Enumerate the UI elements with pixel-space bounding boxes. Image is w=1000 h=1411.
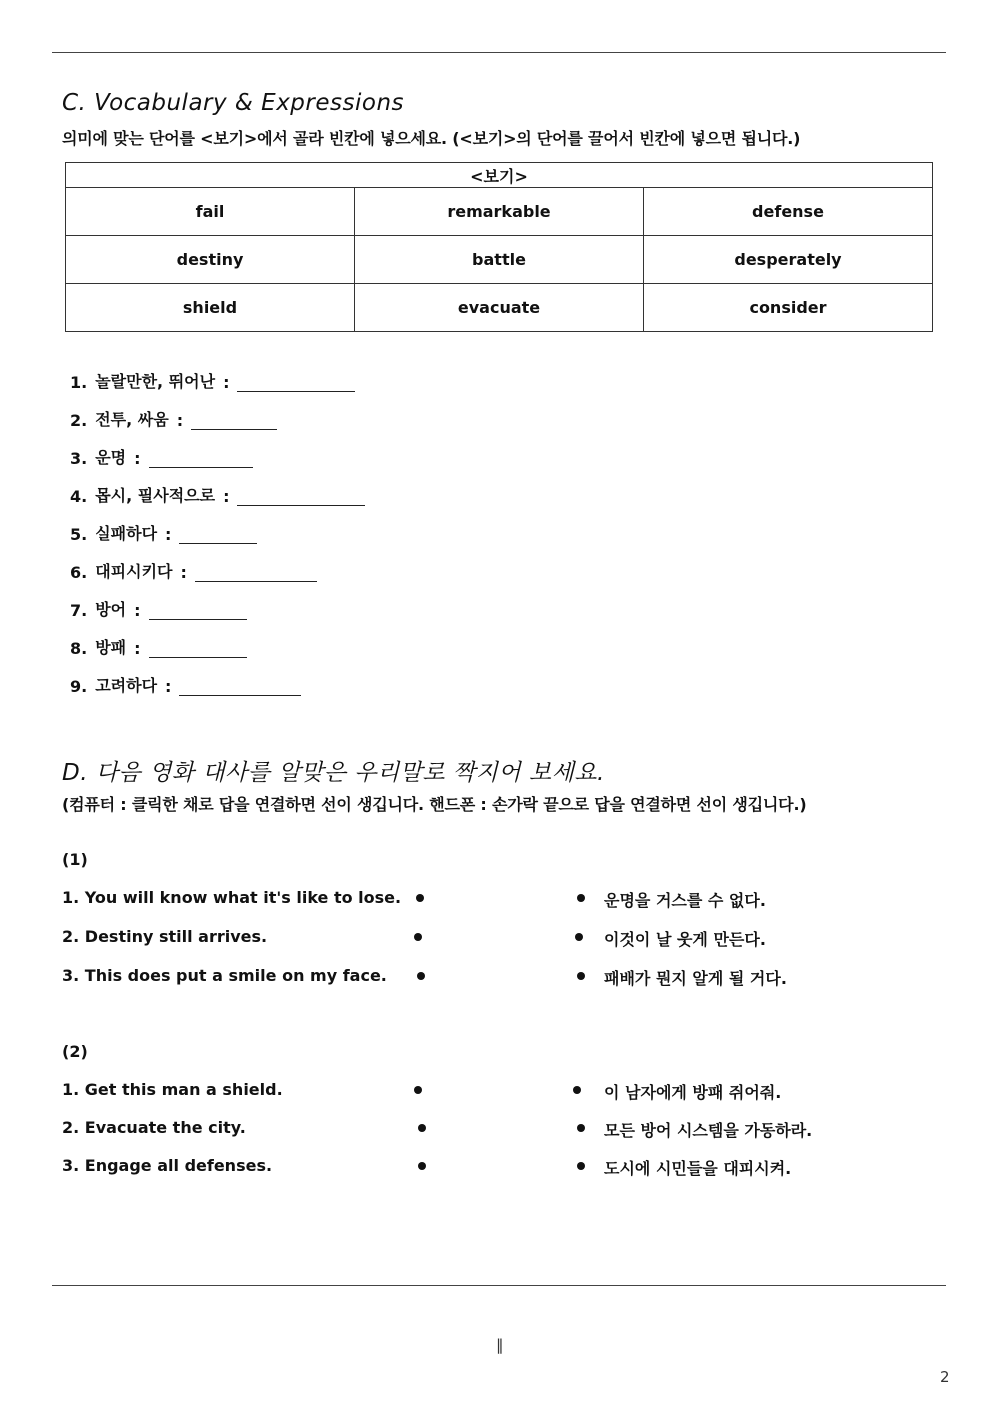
match-right-dot[interactable] [577, 1124, 585, 1132]
vocab-answer-blank[interactable] [191, 411, 277, 430]
vocab-item-meaning: 몹시, 필사적으로 [95, 486, 216, 505]
match-right-dot[interactable] [573, 1086, 581, 1094]
match-english-line: 2. Evacuate the city. [62, 1118, 246, 1137]
vocab-answer-blank[interactable] [237, 373, 355, 392]
vocab-item-colon: : [134, 639, 141, 658]
match-row [62, 1118, 942, 1142]
match-korean-line: 이것이 날 웃게 만든다. [604, 930, 766, 949]
match-korean-line: 도시에 시민들을 대피시켜. [604, 1159, 792, 1178]
match-korean-line: 이 남자에게 방패 쥐어줘. [604, 1083, 782, 1102]
word-bank-header: <보기> [66, 163, 933, 188]
word-bank-word[interactable]: defense [644, 188, 933, 236]
vocab-item [70, 672, 301, 696]
vocab-item-meaning: 방패 [95, 638, 127, 657]
vocab-answer-blank[interactable] [179, 525, 257, 544]
vocab-item-colon: : [134, 449, 141, 468]
vocab-answer-blank[interactable] [179, 677, 301, 696]
vocab-item-number: 9. [70, 677, 88, 696]
match-right-dot[interactable] [577, 972, 585, 980]
vocab-item-meaning: 놀랄만한, 뛰어난 [95, 372, 216, 391]
vocab-item-number: 1. [70, 373, 88, 392]
match-group-label: (1) [62, 850, 88, 869]
vocab-answer-blank[interactable] [149, 449, 253, 468]
vocab-item-meaning: 실패하다 [95, 524, 158, 543]
vocab-item-number: 4. [70, 487, 88, 506]
match-row [62, 888, 942, 912]
match-left-dot[interactable] [417, 972, 425, 980]
vocab-item [70, 596, 247, 620]
vocab-item [70, 368, 355, 392]
vocab-item [70, 634, 247, 658]
section-c-instruction: 의미에 맞는 단어를 <보기>에서 골라 빈칸에 넣으세요. (<보기>의 단어를 끌어서 빈칸에 넣으면 됩니다.) [62, 129, 801, 148]
top-divider [52, 52, 946, 53]
match-right-dot[interactable] [577, 894, 585, 902]
vocab-answer-blank[interactable] [195, 563, 317, 582]
vocab-item-colon: : [176, 411, 184, 430]
footer-mark: ‖ [496, 1336, 504, 1354]
vocab-item-colon: : [165, 677, 172, 696]
vocab-item [70, 558, 317, 582]
vocab-item-number: 6. [70, 563, 88, 582]
match-korean-line: 운명을 거스를 수 없다. [604, 891, 766, 910]
word-bank-word[interactable]: desperately [644, 236, 933, 284]
match-korean-line: 모든 방어 시스템을 가동하라. [604, 1121, 813, 1140]
vocab-item-meaning: 전투, 싸움 [95, 410, 169, 429]
match-row [62, 966, 942, 990]
match-korean-line: 패배가 뭔지 알게 될 거다. [604, 969, 787, 988]
word-bank-word[interactable]: evacuate [355, 284, 644, 332]
word-bank-word[interactable]: remarkable [355, 188, 644, 236]
section-d-instruction: (컴퓨터 : 클릭한 채로 답을 연결하면 선이 생깁니다. 핸드폰 : 손가락 끝으로 답을 연결하면 선이 생깁니다.) [62, 795, 807, 814]
vocab-answer-blank[interactable] [149, 639, 247, 658]
vocab-item-number: 3. [70, 449, 88, 468]
vocab-item-meaning: 운명 [95, 448, 127, 467]
match-english-line: 1. Get this man a shield. [62, 1080, 283, 1099]
match-left-dot[interactable] [418, 1124, 426, 1132]
vocab-item-number: 8. [70, 639, 88, 658]
vocab-item-colon: : [223, 373, 230, 392]
word-bank-table [65, 162, 933, 332]
match-english-line: 3. Engage all defenses. [62, 1156, 273, 1175]
match-row [62, 927, 942, 951]
match-english-line: 2. Destiny still arrives. [62, 927, 268, 946]
vocab-item-colon: : [180, 563, 187, 582]
vocab-item-colon: : [134, 601, 141, 620]
match-english-line: 1. You will know what it's like to lose. [62, 888, 402, 907]
word-bank-word[interactable]: destiny [66, 236, 355, 284]
bottom-divider [52, 1285, 946, 1286]
match-left-dot[interactable] [414, 933, 422, 941]
match-right-dot[interactable] [575, 933, 583, 941]
vocab-item-meaning: 방어 [95, 600, 127, 619]
vocab-item-number: 5. [70, 525, 88, 544]
vocab-item-colon: : [223, 487, 230, 506]
match-english-line: 3. This does put a smile on my face. [62, 966, 387, 985]
section-c-title: C. Vocabulary & Expressions [62, 90, 405, 116]
match-group-label: (2) [62, 1042, 88, 1061]
match-row [62, 1156, 942, 1180]
word-bank-word[interactable]: fail [66, 188, 355, 236]
match-right-dot[interactable] [577, 1162, 585, 1170]
vocab-answer-blank[interactable] [149, 601, 247, 620]
word-bank-word[interactable]: battle [355, 236, 644, 284]
match-left-dot[interactable] [414, 1086, 422, 1094]
vocab-item-meaning: 고려하다 [95, 676, 158, 695]
word-bank-word[interactable]: shield [66, 284, 355, 332]
vocab-item-number: 2. [70, 411, 88, 430]
vocab-item [70, 520, 257, 544]
page-number: 2 [940, 1368, 950, 1386]
vocab-item [70, 406, 277, 430]
section-d-title: D. 다음 영화 대사를 알맞은 우리말로 짝지어 보세요. [62, 760, 605, 786]
vocab-item-number: 7. [70, 601, 88, 620]
vocab-item-colon: : [165, 525, 172, 544]
vocab-item [70, 482, 365, 506]
vocab-item [70, 444, 253, 468]
match-row [62, 1080, 942, 1104]
vocab-item-meaning: 대피시키다 [95, 562, 173, 581]
match-left-dot[interactable] [416, 894, 424, 902]
word-bank-word[interactable]: consider [644, 284, 933, 332]
vocab-answer-blank[interactable] [237, 487, 365, 506]
match-left-dot[interactable] [418, 1162, 426, 1170]
